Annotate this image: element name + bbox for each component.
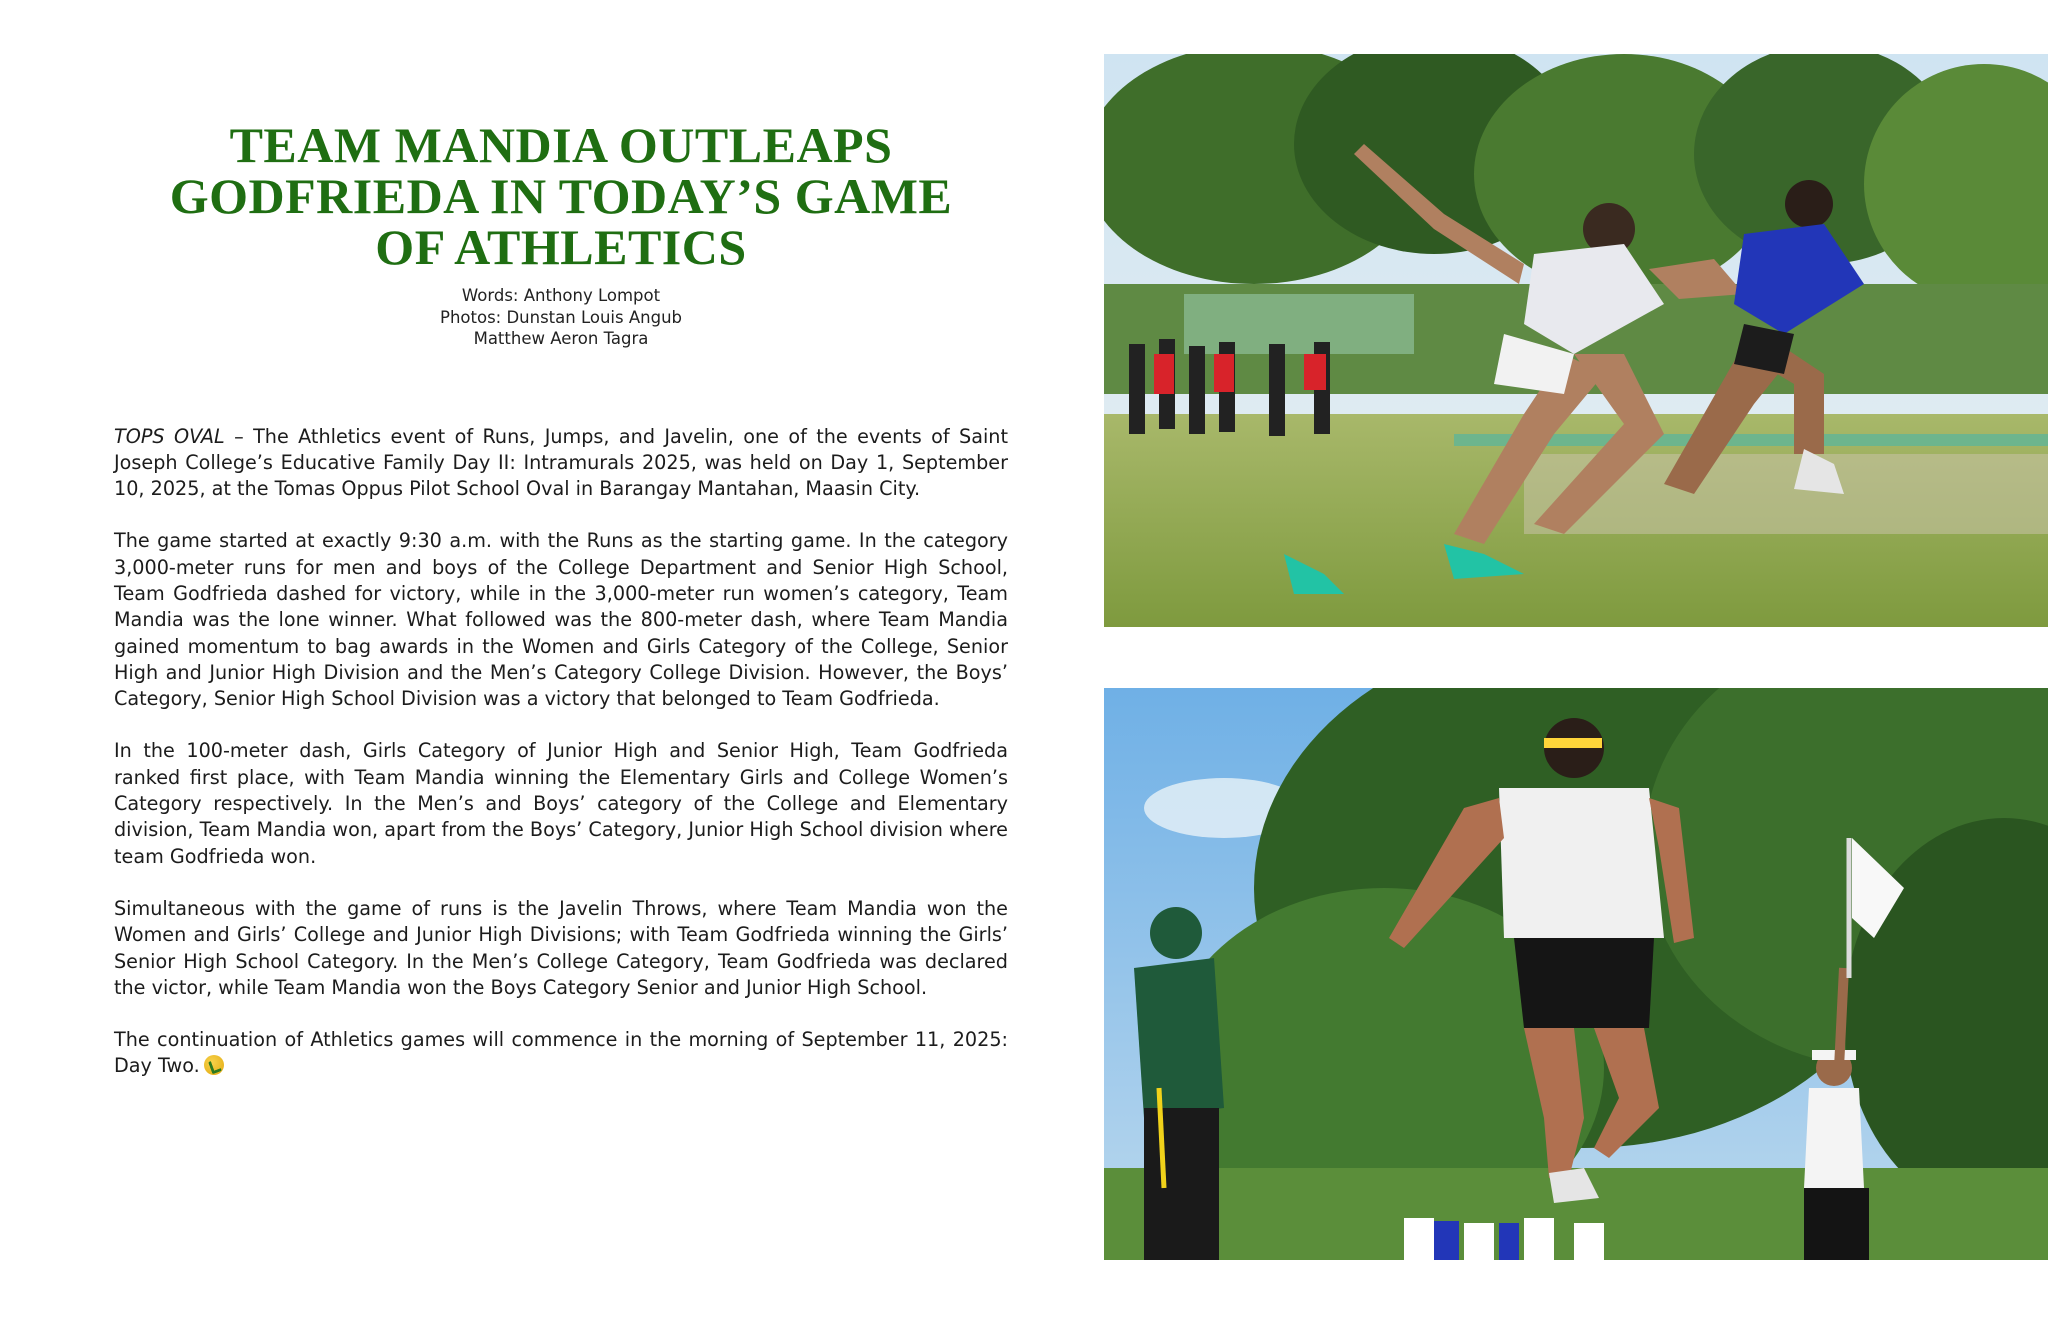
sprint-start-photo: [1104, 54, 2048, 627]
paragraph-text: – The Athletics event of Runs, Jumps, and Javelin, one of the events of Saint Joseph College’s Educative Family Day II: Intramurals 2025, was held on Day 1, September 10, 2025, at the Tomas Oppus Pilot School Oval in Barangay Mantahan, Maasin City.: [114, 424, 1008, 501]
long-jump-photo-icon: [1104, 688, 2048, 1260]
article-paragraph: Simultaneous with the game of runs is the Javelin Throws, where Team Mandia won the Women and Girls’ College and Junior High Divisions; with Team Godfrieda winning the Girls’ Senior High School Category. In the Men’s College Category, Team Godfrieda was declared the victor, while Team Mandia won the Boys Category Senior and Junior High School.: [114, 896, 1008, 999]
headline: [114, 117, 1008, 275]
dateline: TOPS OVAL: [114, 424, 225, 448]
byline: [114, 285, 1008, 350]
article-paragraph: The game started at exactly 9:30 a.m. with the Runs as the starting game. In the category 3,000-meter runs for men and boys of the College Department and Senior High School, Team Godfrieda dashed for victory, while in the 3,000-meter run women’s category, Team Mandia was the lone winner. What followed was the 800-meter dash, where Team Mandia gained momentum to bag awards in the Women and Girls Category of the College, Senior High and Junior High Division and the Men’s Category College Division. However, the Boys’ Category, Senior High School Division was a victory that belonged to Team Godfrieda.: [114, 529, 1008, 711]
article-paragraph: [114, 1027, 1008, 1080]
photos-credit: Photos: Dunstan Louis Angub: [440, 307, 682, 327]
article-paragraph: In the 100-meter dash, Girls Category of Junior High and Senior High, Team Godfrieda ranked first place, with Team Mandia winning the Elementary Girls and College Women’s Category respectively. In the Men’s and Boys’ category of the College and Elementary division, Team Mandia won, apart from the Boys’ Category, Junior High School division where team Godfrieda won.: [114, 739, 1008, 868]
headline-line: OF ATHLETICS: [375, 219, 747, 275]
headline-line: TEAM MANDIA OUTLEAPS: [229, 117, 893, 173]
party-emoji-icon: [204, 1055, 224, 1075]
photos-credit-second: Matthew Aeron Tagra: [473, 329, 649, 348]
long-jump-photo: [1104, 688, 2048, 1260]
article-paragraph: [114, 424, 1008, 503]
article-body: [114, 424, 1008, 1080]
sprint-start-photo-icon: [1104, 54, 2048, 627]
paragraph-text: The continuation of Athletics games will commence in the morning of September 11, 2025: Day Two.: [114, 1028, 1008, 1078]
article-column: [114, 117, 1008, 1106]
headline-line: GODFRIEDA IN TODAY’S GAME: [169, 168, 953, 224]
words-credit: Words: Anthony Lompot: [461, 286, 661, 305]
